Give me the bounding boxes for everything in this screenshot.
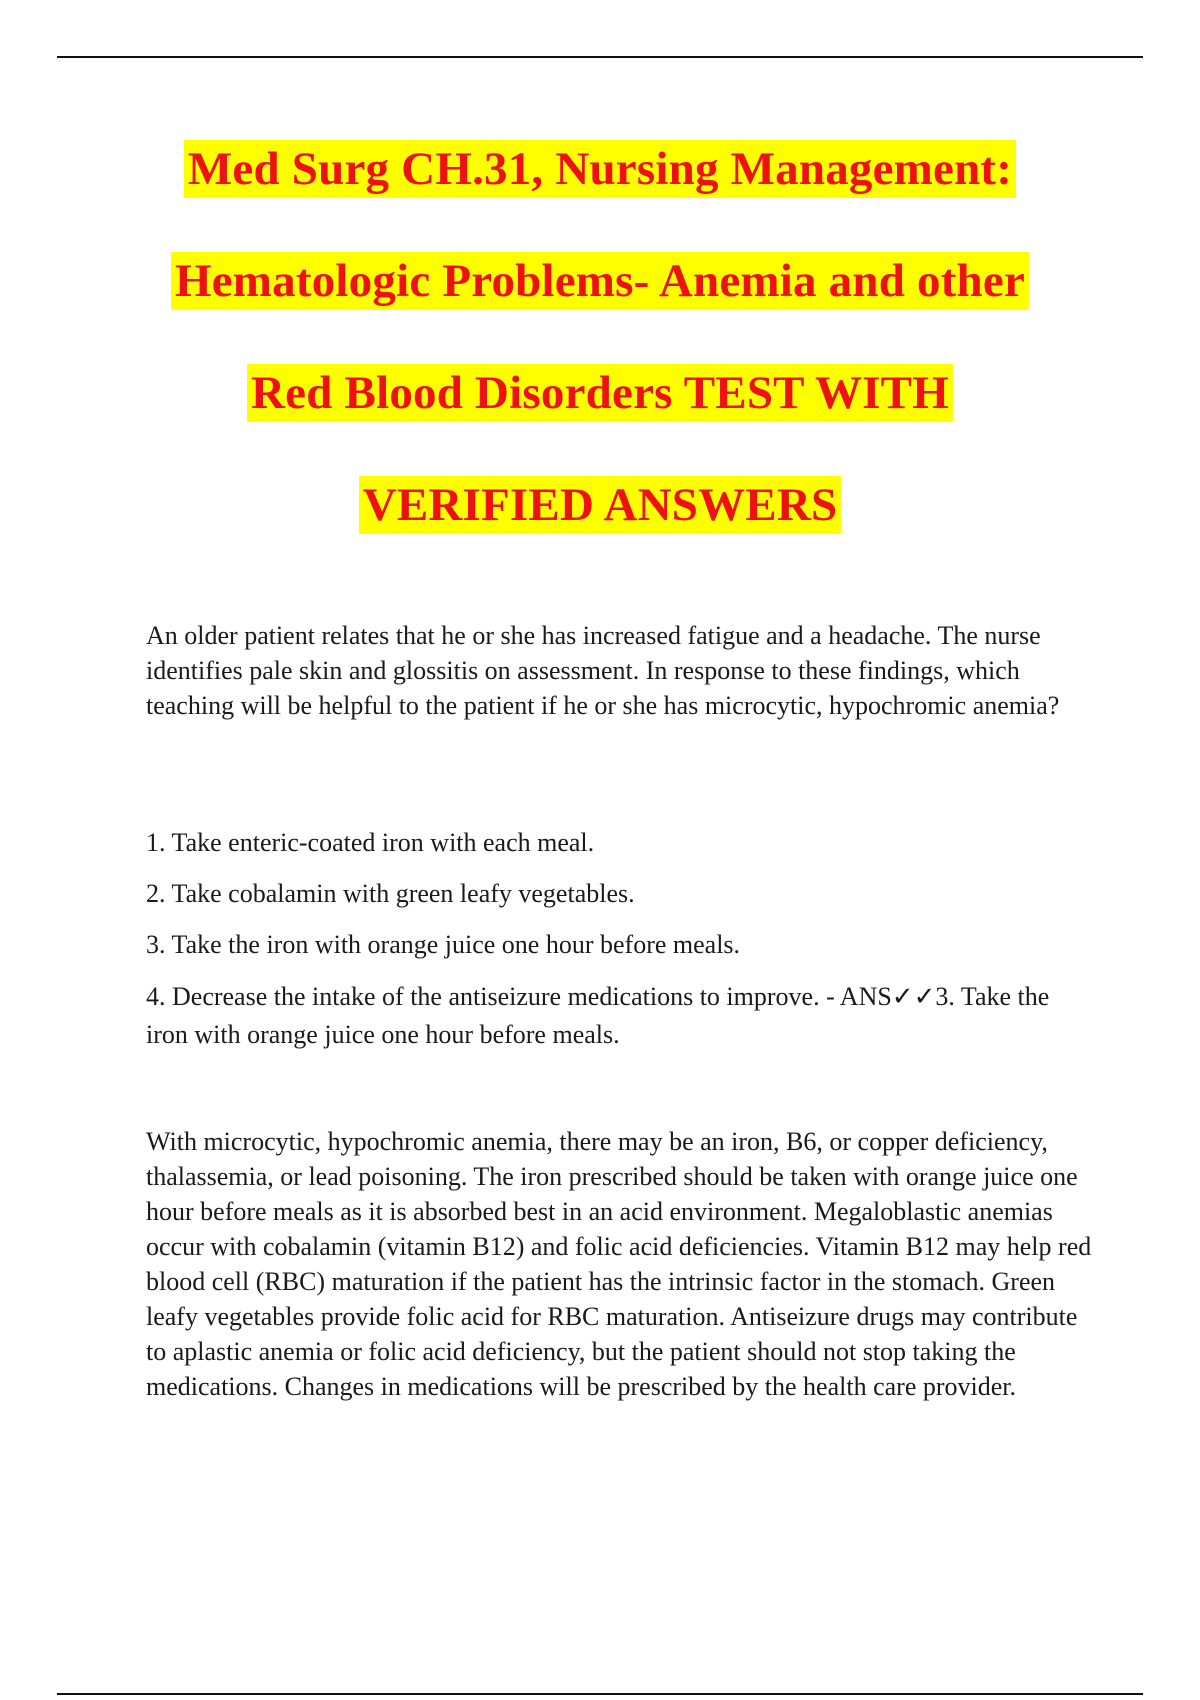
option-2: 2. Take cobalamin with green leafy vegetables. xyxy=(146,879,635,908)
title-line-4: VERIFIED ANSWERS xyxy=(100,476,1100,588)
top-divider xyxy=(57,56,1143,58)
option-1: 1. Take enteric-coated iron with each meal. xyxy=(146,828,595,857)
title-line-2: Hematologic Problems- Anemia and other xyxy=(100,252,1100,364)
option-4-with-answer: 4. Decrease the intake of the antiseizure medications to improve. - ANS✓✓3. Take the iron with orange juice one hour before meals. xyxy=(146,982,1050,1049)
bottom-divider xyxy=(57,1693,1143,1695)
title-line-1: Med Surg CH.31, Nursing Management: xyxy=(100,140,1100,252)
title-line-3: Red Blood Disorders TEST WITH xyxy=(100,364,1100,476)
question-text: An older patient relates that he or she has increased fatigue and a headache. The nurse identifies pale skin and glossitis on assessment. In response to these findings, which teaching will be helpful to the patient if he or she has microcytic, hypochromic anemia? xyxy=(146,621,1060,720)
document-title xyxy=(100,140,1100,588)
option-3: 3. Take the iron with orange juice one hour before meals. xyxy=(146,930,741,959)
answer-rationale: With microcytic, hypochromic anemia, there may be an iron, B6, or copper deficiency, thalassemia, or lead poisoning. The iron prescribed should be taken with orange juice one hour before meals as it is absorbed best in an acid environment. Megaloblastic anemias occur with cobalamin (vitamin B12) and folic acid deficiencies. Vitamin B12 may help red blood cell (RBC) maturation if the patient has the intrinsic factor in the stomach. Green leafy vegetables provide folic acid for RBC maturation. Antiseizure drugs may contribute to aplastic anemia or folic acid deficiency, but the patient should not stop taking the medications. Changes in medications will be prescribed by the health care provider. xyxy=(146,1127,1092,1401)
answer-options xyxy=(146,825,1096,1070)
